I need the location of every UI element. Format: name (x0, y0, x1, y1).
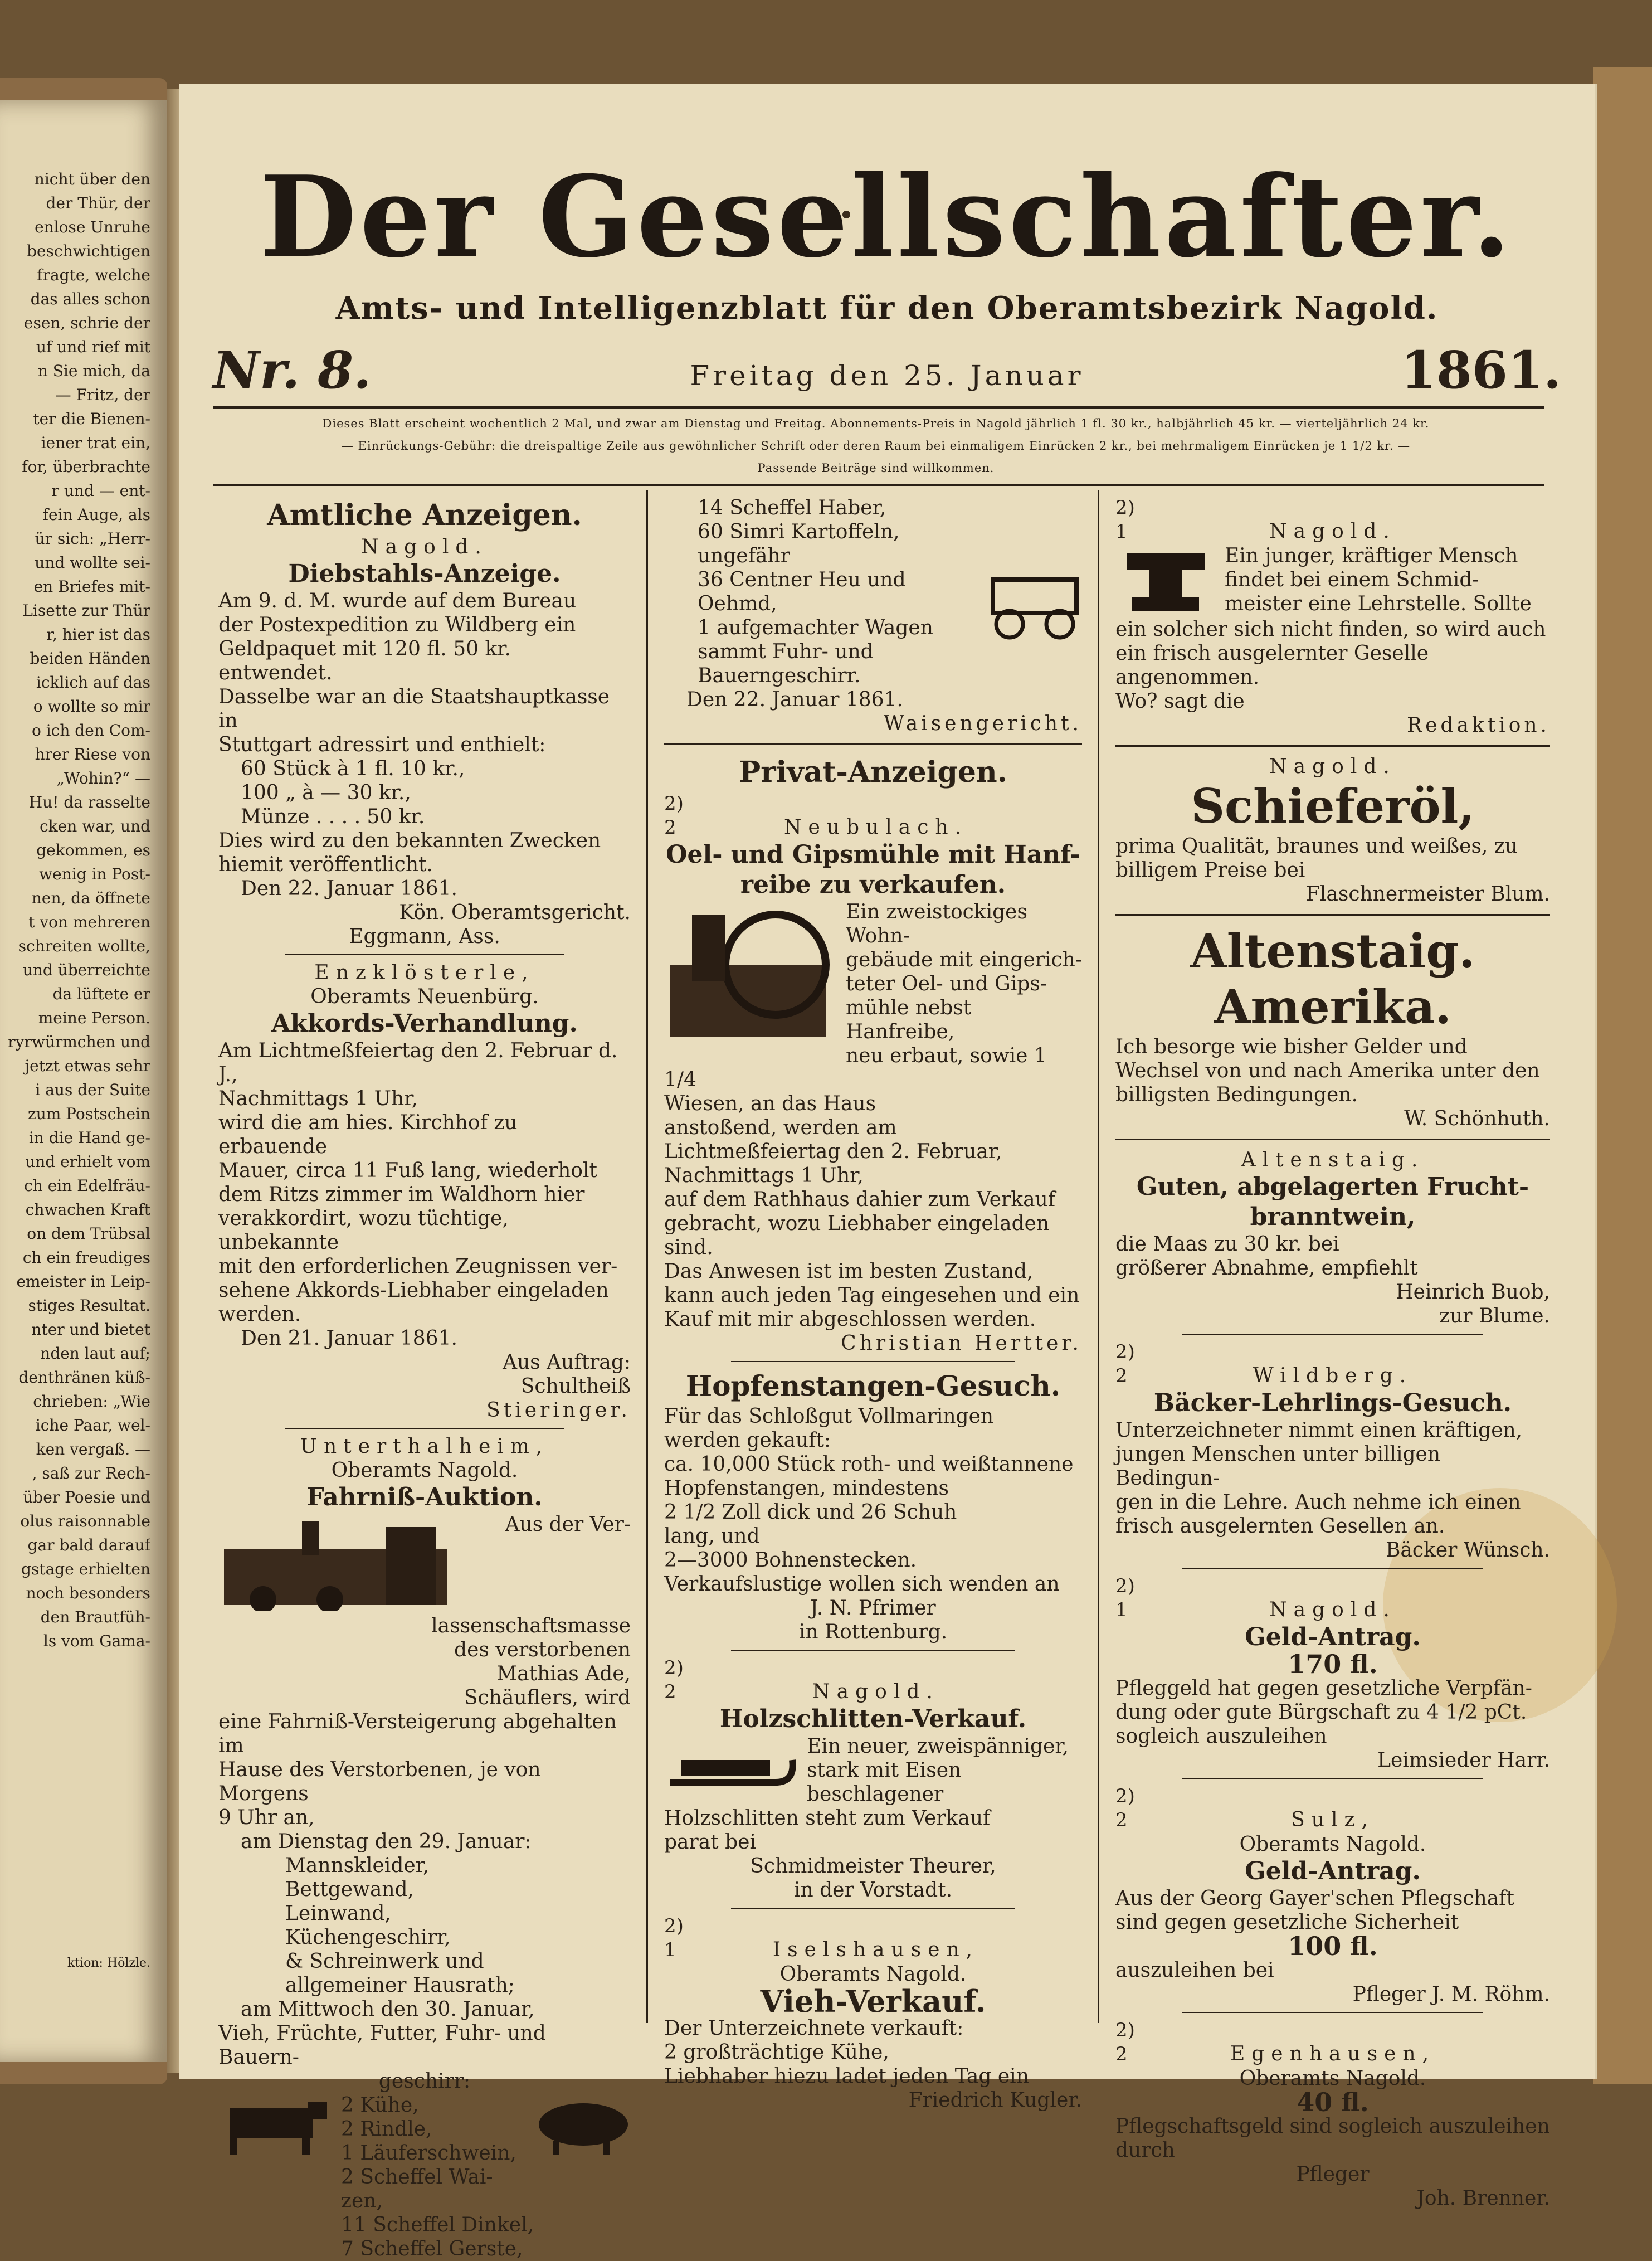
left-page-line: — Fritz, der (55, 386, 150, 404)
left-page-line: nicht über den (34, 170, 150, 188)
left-page-line: gekommen, es (36, 841, 150, 859)
left-page-line: enlose Unruhe (35, 218, 150, 236)
issue-date: Freitag den 25. Januar (690, 359, 1084, 392)
auction-day: am Dienstag den 29. Januar: (241, 1830, 532, 1853)
mill-icon (664, 903, 837, 1043)
text-line: 2 Rindle, (341, 2118, 432, 2141)
notice-line: Dieses Blatt erscheint wochentlich 2 Mal, und zwar am Dienstag und Freitag. Abonnements-Preis in Nagold jährlich 1 fl. 30 kr., halbjährlich 45 kr. — vierteljährlich 24 kr. (322, 417, 1430, 430)
text-line: Nachmittags 1 Uhr, (218, 1087, 418, 1110)
left-page-line: fein Auge, als (42, 505, 150, 524)
ad-signature: Pfleger J. M. Röhm. (1352, 1983, 1550, 2006)
ad-reference: 2) 2 (1115, 1341, 1135, 1387)
ad-title: Hopfenstangen-Gesuch. (685, 1369, 1061, 1402)
text-line: Ein junger, kräftiger Mensch (1225, 544, 1518, 567)
ad-signature: in Rottenburg. (798, 1621, 948, 1644)
ad-place: Egenhausen, (1230, 2043, 1436, 2065)
left-page-line: uf und rief mit (36, 338, 150, 356)
ad-title-large: Altenstaig. (1190, 923, 1475, 979)
text-line: lassenschaftsmasse (431, 1615, 631, 1637)
ad-amount: 40 fl. (1297, 2087, 1369, 2117)
book-cover-right (1593, 67, 1652, 2084)
text-line: teter Oel- und Gips- (846, 973, 1047, 995)
left-page-line: olus raisonnable (20, 1512, 150, 1530)
ad-reference: 2) 2 (664, 792, 684, 839)
masthead-rule (213, 406, 1544, 409)
text-line: 2 Kühe, (341, 2094, 419, 2117)
section-divider (664, 743, 1082, 745)
left-page-line: meine Person. (38, 1009, 150, 1027)
ad-body (1115, 834, 1550, 882)
ad-reference: 2) 2 (1115, 2019, 1135, 2065)
left-page-line: t von mehreren (28, 913, 150, 931)
pig-icon (536, 2097, 631, 2158)
left-page-line: fragte, welche (37, 266, 150, 284)
ad-reference: 2) 1 (1115, 1575, 1135, 1621)
text-line: verakkordirt, wozu tüchtige, unbekannte (218, 1207, 509, 1254)
ad-amount: 100 fl. (1288, 1931, 1378, 1961)
left-page-line: ken vergaß. — (36, 1440, 150, 1458)
text-line: Lichtmeßfeiertag den 2. Februar, (664, 1140, 1002, 1163)
text-line: eine Fahrniß-Versteigerung abgehalten im (218, 1710, 617, 1757)
ad-body (1115, 1418, 1550, 1538)
text-line: Wiesen, an das Haus (664, 1092, 876, 1115)
ad-place: Sulz, (1291, 1808, 1375, 1831)
text-line: sogleich auszuleihen (1115, 1725, 1327, 1748)
text-line: Ein neuer, zweispänniger, (807, 1735, 1069, 1758)
text-line: auf dem Rathhaus dahier zum Verkauf (664, 1188, 1056, 1211)
ad-body (1115, 1676, 1550, 1748)
ad-district: Oberamts Nagold. (779, 1963, 967, 1986)
ad-body (664, 1404, 1082, 1452)
text-line: meister eine Lehrstelle. Sollte (1225, 592, 1532, 615)
left-page-line: ch ein freudiges (22, 1248, 150, 1267)
ad-body: Vieh, Früchte, Futter, Fuhr- und Bauern- (218, 2022, 546, 2069)
ad-body (1115, 1886, 1550, 1934)
left-page-line: schreiten wollte, (18, 937, 150, 955)
ad-items (664, 1452, 1082, 1572)
left-page-line: denthränen küß- (18, 1368, 150, 1387)
ad-divider (1182, 2012, 1483, 2013)
auction-items (218, 1854, 631, 1997)
ad-divider (1115, 914, 1550, 916)
ad-divider (1115, 1139, 1550, 1140)
text-line: Bettgewand, (285, 1878, 414, 1901)
section-title-official: Amtliche Anzeigen. (267, 498, 582, 532)
text-line: Am Lichtmeßfeiertag den 2. Februar d. J., (218, 1039, 618, 1086)
ad-signature: W. Schönhuth. (1404, 1107, 1550, 1130)
ad-divider (1115, 745, 1550, 747)
ad-divider (1182, 1778, 1483, 1779)
issue-year: 1861. (1400, 340, 1561, 400)
text-line: Pfleggeld hat gegen gesetzliche Verpfän- (1115, 1677, 1532, 1700)
left-page-line: wenig in Post- (39, 865, 150, 883)
ad-district: Oberamts Neuenbürg. (310, 985, 539, 1008)
left-page-line: for, überbrachte (22, 458, 150, 476)
ad-place: Nagold. (812, 1680, 939, 1703)
text-line: gebäude mit eingerich- (846, 949, 1082, 971)
left-page-line: o ich den Com- (31, 721, 150, 740)
left-page-footer: ktion: Hölzle. (67, 1956, 150, 1970)
left-page-line: nter und bietet (31, 1320, 150, 1339)
left-page-line: gstage erhielten (21, 1560, 150, 1578)
left-page-line: zum Postschein (27, 1105, 150, 1123)
issue-number: Nr. 8. (213, 340, 372, 400)
ad-reference: 2) 2 (1115, 1785, 1135, 1831)
ad-place: Neubulach. (784, 816, 968, 839)
ad-place: Unterthalheim, (300, 1435, 549, 1458)
text-line: 11 Scheffel Dinkel, (341, 2214, 534, 2236)
ad-title: Akkords-Verhandlung. (271, 1009, 578, 1038)
text-line: Holzschlitten steht zum Verkauf (664, 1807, 991, 1830)
column-divider (646, 490, 648, 2023)
text-line: 14 Scheffel Haber, (698, 497, 886, 519)
left-page-line: und erhielt vom (25, 1153, 150, 1171)
ad-divider (285, 1428, 564, 1429)
ad-reference: 2) 2 (664, 1657, 684, 1703)
section-title-private: Privat-Anzeigen. (739, 755, 1007, 789)
ad-divider (731, 1361, 1015, 1362)
left-page-line: hrer Riese von (35, 745, 150, 764)
ad-title: Diebstahls-Anzeige. (288, 560, 561, 588)
ad-place: Nagold. (361, 536, 488, 558)
column-2 (664, 496, 1082, 2112)
text-line: frisch ausgelernten Gesellen an. (1115, 1515, 1445, 1538)
ad-title: Oel- und Gipsmühle mit Hanf-reibe zu verkaufen. (666, 840, 1080, 899)
ad-signature: Friedrich Kugler. (908, 2089, 1082, 2112)
ad-reference: 2) 1 (1115, 497, 1135, 543)
left-page-line: in die Hand ge- (28, 1129, 150, 1147)
text-line: stark mit Eisen beschlagener (807, 1759, 962, 1806)
ad-place: Nagold. (1269, 755, 1396, 778)
text-line: 2—3000 Bohnenstecken. (664, 1549, 917, 1572)
left-page-line: ch ein Edelfräu- (24, 1176, 150, 1195)
cow-icon (218, 2097, 330, 2158)
header-bottom-rule (213, 484, 1544, 486)
left-page-line: esen, schrie der (23, 314, 150, 332)
text-line: 2 großträchtige Kühe, (664, 2041, 889, 2064)
text-line: & Schreinwerk und (285, 1950, 484, 1973)
text-line: gebracht, wozu Liebhaber eingeladen sind. (664, 1212, 1050, 1259)
text-line: Der Unterzeichnete verkauft: (664, 2017, 964, 2040)
left-page-line: iener trat ein, (41, 434, 150, 452)
left-page-line: emeister in Leip- (16, 1272, 150, 1291)
ad-title: Bäcker-Lehrlings-Gesuch. (1153, 1389, 1512, 1417)
ad-signature: Kön. Oberamtsgericht. (399, 901, 631, 924)
text-line: mit den erforderlichen Zeugnissen ver- (218, 1255, 618, 1278)
ad-place: Nagold. (1269, 520, 1396, 543)
left-page-line: o wollte so mir (33, 697, 150, 716)
text-line: Am 9. d. M. wurde auf dem Bureau (218, 590, 577, 612)
left-page-line: beschwichtigen (27, 242, 150, 260)
left-page-line: Hu! da rasselte (28, 793, 150, 811)
text-line: wird die am hies. Kirchhof zu erbauende (218, 1111, 518, 1158)
left-page-line: on dem Trübsal (27, 1224, 150, 1243)
column-3 (1115, 496, 1550, 2210)
left-page-line: jetzt etwas sehr (25, 1057, 150, 1075)
ad-signature: Aus Auftrag: (503, 1351, 631, 1374)
text-line: kann auch jeden Tag eingesehen und ein (664, 1284, 1080, 1307)
ad-divider (731, 1650, 1015, 1651)
text-line: Wechsel von und nach Amerika unter den (1115, 1059, 1540, 1082)
ad-place: Altenstaig. (1241, 1149, 1425, 1171)
left-page-line: , saß zur Rech- (32, 1464, 150, 1482)
left-page-line: iche Paar, wel- (35, 1416, 150, 1435)
text-line: billigsten Bedingungen. (1115, 1083, 1358, 1106)
text-line: Leinwand, (285, 1902, 391, 1925)
text-line: Ein zweistockiges Wohn- (846, 901, 1027, 947)
ad-date: Den 22. Januar 1861. (686, 688, 903, 711)
ad-signature: Leimsieder Harr. (1377, 1749, 1550, 1772)
ad-title-large: Amerika. (1214, 979, 1451, 1034)
text-line: 1 Läuferschwein, (341, 2142, 516, 2165)
ad-title: Fahrniß-Auktion. (306, 1483, 543, 1511)
left-page-line: ür sich: „Herr- (35, 529, 150, 548)
left-page-line: da lüftete er (52, 985, 150, 1003)
ad-body (664, 1116, 1082, 1331)
ad-signature: Eggmann, Ass. (349, 925, 500, 948)
text-line: 100 „ à — 30 kr., (241, 781, 411, 804)
text-line: billigem Preise bei (1115, 859, 1305, 882)
left-page-line: stiges Resultat. (28, 1296, 150, 1315)
left-page-line: nen, da öffnete (31, 889, 150, 907)
ad-body (664, 2016, 1082, 2088)
ad-signature: Pfleger (1296, 2163, 1370, 2186)
left-page-line: gar bald darauf (27, 1536, 150, 1554)
left-page-line: r und — ent- (51, 482, 150, 500)
ad-divider (1182, 1568, 1483, 1569)
text-line: die Maas zu 30 kr. bei (1115, 1233, 1339, 1256)
text-line: 60 Simri Kartoffeln, (698, 521, 900, 543)
text-line: hiemit veröffentlicht. (218, 853, 433, 876)
ad-signature: J. N. Pfrimer (810, 1597, 936, 1620)
ad-amount: 170 fl. (1288, 1649, 1378, 1679)
ad-title-large: Schieferöl, (1191, 779, 1475, 834)
left-page-line: n Sie mich, da (37, 362, 150, 380)
text-line: 9 Uhr an, (218, 1806, 315, 1829)
text-line: durch (1115, 2139, 1175, 2162)
ad-title: Vieh-Verkauf. (760, 1983, 986, 2019)
ad-body (1115, 1035, 1550, 1107)
ad-date: Den 22. Januar 1861. (241, 877, 457, 900)
ad-body (218, 1039, 631, 1326)
ad-title: Geld-Antrag. (1245, 1623, 1421, 1651)
text-line: mühle nebst Hanfreibe, (846, 996, 972, 1043)
text-line: anstoßend, werden am (664, 1116, 897, 1139)
ad-body (1115, 2114, 1550, 2162)
text-line: Das Anwesen ist im besten Zustand, (664, 1260, 1034, 1283)
left-page-line: r, hier ist das (46, 625, 150, 644)
ad-signature: Stieringer. (486, 1399, 631, 1422)
ad-signature: Christian Hertter. (841, 1332, 1082, 1355)
sled-icon (664, 1738, 798, 1799)
text-line: des verstorbenen (454, 1638, 631, 1661)
ad-title: Holzschlitten-Verkauf. (719, 1705, 1027, 1733)
ad-place: Nagold. (1269, 1598, 1396, 1621)
text-line: Stuttgart adressirt und enthielt: (218, 733, 546, 756)
ad-divider (731, 1908, 1015, 1909)
text-line: jungen Menschen unter billigen Bedingun- (1115, 1443, 1441, 1490)
left-page-line: ryrwürmchen und (8, 1033, 150, 1051)
text-line: prima Qualität, braunes und weißes, zu (1115, 835, 1518, 858)
ad-signature: Bäcker Wünsch. (1385, 1539, 1550, 1562)
text-line: Mannskleider, (285, 1854, 430, 1877)
text-line: sind gegen gesetzliche Sicherheit (1115, 1911, 1459, 1934)
text-line: Liebhaber hiezu ladet jeden Tag ein (664, 2065, 1029, 2088)
text-line: Schäuflers, wird (464, 1686, 631, 1709)
column-1 (218, 496, 631, 2261)
text-line: Pflegschaftsgeld sind sogleich auszuleihen (1115, 2115, 1550, 2138)
text-line: Küchengeschirr, (285, 1926, 451, 1949)
text-line: ein frisch ausgelernter Geselle angenommen. (1115, 642, 1429, 689)
text-line: 1 aufgemachter Wagen (698, 616, 933, 639)
notice-line: — Einrückungs-Gebühr: die dreispaltige Zeile aus gewöhnlicher Schrift oder deren Raum bei einmaligem Einrücken 2 kr., bei mehrmaligem Einrücken je 1 1/2 kr. — (341, 439, 1411, 453)
ad-signature: Joh. Brenner. (1416, 2187, 1550, 2210)
ad-body: geschirr: (378, 2070, 471, 2093)
ad-signature: Heinrich Buob, (1396, 1281, 1550, 1304)
ad-place: Enzklösterle, (314, 961, 535, 984)
text-line: Wo? sagt die (1115, 690, 1245, 713)
left-page-line: i aus der Suite (35, 1081, 150, 1099)
text-line: Aus der Ver- (505, 1513, 631, 1536)
ad-signature: Schultheiß (520, 1375, 631, 1398)
text-line: 7 Scheffel Gerste, (341, 2238, 523, 2260)
wagon-icon (982, 563, 1082, 641)
ad-reference: 2) 1 (664, 1915, 684, 1961)
ad-signature: Waisengericht. (883, 712, 1082, 735)
left-page-text (0, 167, 150, 1653)
text-line: 36 Centner Heu und (698, 568, 906, 591)
left-page-line: Lisette zur Thür (22, 601, 150, 620)
text-line: Münze . . . . 50 kr. (241, 805, 425, 828)
anvil-icon (1115, 547, 1216, 614)
text-line: Mauer, circa 11 Fuß lang, wiederholt (218, 1159, 597, 1182)
ad-place: Iselshausen, (772, 1938, 979, 1961)
text-line: Mathias Ade, (496, 1662, 631, 1685)
ad-signature: Flaschnermeister Blum. (1305, 883, 1550, 906)
text-line: Ich besorge wie bisher Gelder und (1115, 1035, 1468, 1058)
text-line: Dies wird zu den bekannten Zwecken (218, 829, 601, 852)
text-line: größerer Abnahme, empfiehlt (1115, 1257, 1418, 1280)
ad-body (218, 1710, 631, 1830)
ad-district: Oberamts Nagold. (331, 1459, 518, 1482)
text-line: der Postexpedition zu Wildberg ein (218, 614, 576, 636)
ad-title: Geld-Antrag. (1245, 1857, 1421, 1885)
subscription-notice (213, 412, 1539, 479)
text-line: gen in die Lehre. Auch nehme ich einen (1115, 1491, 1521, 1514)
auction-day: am Mittwoch den 30. Januar, (241, 1998, 535, 2021)
text-line: Dasselbe war an die Staatshauptkasse in (218, 685, 610, 732)
text-line: zen, (341, 2190, 383, 2213)
ad-body (1115, 1232, 1550, 1280)
text-line: dung oder gute Bürgschaft zu 4 1/2 pCt. (1115, 1701, 1527, 1724)
left-page-line: das alles schon (30, 290, 150, 308)
ad-place: Wildberg. (1253, 1364, 1413, 1387)
left-page-line: beiden Händen (30, 649, 150, 668)
text-line: werden gekauft: (664, 1429, 831, 1452)
text-line: sehene Akkords-Liebhaber eingeladen (218, 1279, 609, 1302)
ad-body: auszuleihen bei (1115, 1959, 1274, 1982)
left-page-line: und wollte sei- (35, 553, 150, 572)
text-line: Hopfenstangen, mindestens (664, 1477, 949, 1500)
ad-divider (285, 954, 564, 955)
left-page-line: en Briefes mit- (33, 577, 150, 596)
ad-signature: zur Blume. (1439, 1305, 1550, 1328)
text-line: 2 Scheffel Wai- (341, 2166, 493, 2189)
ad-signature: in der Vorstadt. (793, 1879, 953, 1902)
left-page-line: chrieben: „Wie (33, 1392, 150, 1411)
left-page-line: ls vom Gama- (43, 1632, 150, 1650)
ad-signature: Redaktion. (1406, 714, 1550, 737)
text-line: 2 1/2 Zoll dick und 26 Schuh (664, 1501, 957, 1524)
ad-items (218, 757, 631, 829)
text-line: Oehmd, (698, 592, 777, 615)
notice-line: Passende Beiträge sind willkommen. (757, 461, 995, 475)
text-line: 60 Stück à 1 fl. 10 kr., (241, 757, 465, 780)
text-line: Nachmittags 1 Uhr, (664, 1164, 864, 1187)
left-page-line: der Thür, der (46, 194, 150, 212)
left-page-line: icklich auf das (36, 673, 150, 692)
ad-date: Den 21. Januar 1861. (241, 1327, 457, 1350)
text-line: Aus der Georg Gayer'schen Pflegschaft (1115, 1887, 1514, 1910)
text-line: Geldpaquet mit 120 fl. 50 kr. entwendet. (218, 638, 511, 684)
ad-divider (1182, 1334, 1483, 1335)
left-page-line: ter die Bienen- (33, 410, 150, 428)
text-line: neu erbaut, sowie 1 1/4 (664, 1044, 1047, 1091)
ad-district: Oberamts Nagold. (1239, 1833, 1426, 1856)
ad-body (1115, 617, 1550, 713)
ad-signature: Schmidmeister Theurer, (750, 1855, 996, 1878)
text-line: Kauf mit mir abgeschlossen werden. (664, 1308, 1036, 1331)
newspaper-page (179, 84, 1595, 2260)
text-line: findet bei einem Schmid- (1225, 568, 1479, 591)
left-page-line: über Poesie und (23, 1488, 150, 1506)
text-line: sammt Fuhr- und Bauerngeschirr. (698, 640, 874, 687)
text-line: allgemeiner Hausrath; (285, 1974, 515, 1997)
farm-scene-icon (218, 1516, 452, 1611)
text-line: ungefähr (698, 544, 790, 567)
left-page-line: „Wohin?“ — (56, 769, 150, 787)
ad-title: Guten, abgelagerten Frucht-branntwein, (1136, 1173, 1529, 1231)
text-line: ein solcher sich nicht finden, so wird auch (1115, 618, 1546, 641)
left-page-line: chwachen Kraft (25, 1200, 150, 1219)
text-line: lang, und (664, 1525, 760, 1548)
text-line: ca. 10,000 Stück roth- und weißtannene (664, 1453, 1074, 1476)
ad-district: Oberamts Nagold. (1239, 2067, 1426, 2090)
left-page (0, 100, 167, 2062)
left-page-line: und überreichte (22, 961, 150, 979)
left-page-line: noch besonders (26, 1584, 150, 1602)
ad-body: parat bei (664, 1831, 756, 1854)
ad-body (218, 589, 631, 757)
masthead-subtitle: Amts- und Intelligenzblatt für den Oberamtsbezirk Nagold. (335, 290, 1439, 327)
ad-body: Verkaufslustige wollen sich wenden an (664, 1573, 1060, 1596)
text-line: werden. (218, 1303, 301, 1326)
left-page-line: nden laut auf; (40, 1344, 150, 1363)
text-line: dem Ritzs zimmer im Waldhorn hier (218, 1183, 585, 1206)
column-divider (1098, 490, 1099, 2023)
text-line: Für das Schloßgut Vollmaringen (664, 1405, 994, 1428)
text-line: Unterzeichneter nimmt einen kräftigen, (1115, 1419, 1523, 1442)
left-page-line: cken war, und (40, 817, 150, 835)
left-page-line: den Brautfüh- (40, 1608, 150, 1626)
ad-body (218, 829, 631, 877)
masthead-title: Der Gesellschafter. (260, 152, 1514, 283)
text-line: Hause des Verstorbenen, je von Morgens (218, 1758, 541, 1805)
